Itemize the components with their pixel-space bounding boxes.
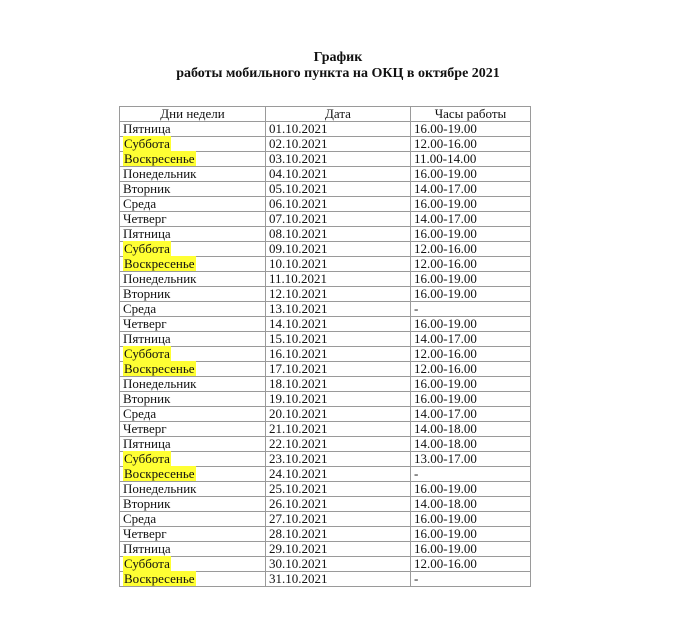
weekend-day-label: Суббота [124, 346, 170, 361]
weekend-day-label: Воскресенье [124, 256, 195, 271]
cell-day [120, 182, 266, 197]
cell-date: 20.10.2021 [266, 407, 411, 422]
cell-date: 31.10.2021 [266, 572, 411, 587]
cell-date: 27.10.2021 [266, 512, 411, 527]
cell-hours: 14.00-18.00 [411, 437, 531, 452]
cell-hours: 12.00-16.00 [411, 137, 531, 152]
cell-day [120, 152, 266, 167]
cell-day [120, 392, 266, 407]
day-label: Понедельник [123, 481, 197, 496]
cell-date: 28.10.2021 [266, 527, 411, 542]
table-header-row [120, 107, 531, 122]
weekend-day-label: Воскресенье [124, 151, 195, 166]
table-row [120, 197, 531, 212]
table-row [120, 437, 531, 452]
cell-day [120, 272, 266, 287]
day-label: Четверг [123, 421, 167, 436]
table-row [120, 482, 531, 497]
weekend-day-label: Воскресенье [124, 466, 195, 481]
cell-date: 21.10.2021 [266, 422, 411, 437]
cell-date: 22.10.2021 [266, 437, 411, 452]
cell-day [120, 362, 266, 377]
cell-day [120, 317, 266, 332]
cell-hours: 16.00-19.00 [411, 167, 531, 182]
table-row [120, 467, 531, 482]
header-day: Дни недели [120, 107, 266, 122]
weekend-day-label: Суббота [124, 241, 170, 256]
table-row [120, 422, 531, 437]
cell-date: 29.10.2021 [266, 542, 411, 557]
cell-day [120, 467, 266, 482]
table-row [120, 377, 531, 392]
day-label: Пятница [123, 121, 171, 136]
cell-date: 09.10.2021 [266, 242, 411, 257]
table-row [120, 302, 531, 317]
day-label: Вторник [123, 496, 171, 511]
table-row [120, 392, 531, 407]
cell-date: 23.10.2021 [266, 452, 411, 467]
cell-hours: 14.00-18.00 [411, 497, 531, 512]
cell-hours: 16.00-19.00 [411, 392, 531, 407]
cell-hours: 16.00-19.00 [411, 512, 531, 527]
cell-day [120, 287, 266, 302]
cell-day [120, 422, 266, 437]
cell-hours: - [411, 572, 531, 587]
cell-date: 10.10.2021 [266, 257, 411, 272]
cell-hours: 16.00-19.00 [411, 317, 531, 332]
cell-day [120, 242, 266, 257]
cell-date: 06.10.2021 [266, 197, 411, 212]
cell-hours: 16.00-19.00 [411, 482, 531, 497]
cell-date: 11.10.2021 [266, 272, 411, 287]
cell-hours: - [411, 302, 531, 317]
day-label: Среда [123, 301, 157, 316]
cell-date: 08.10.2021 [266, 227, 411, 242]
cell-date: 16.10.2021 [266, 347, 411, 362]
weekend-day-label: Воскресенье [124, 571, 195, 586]
day-label: Вторник [123, 391, 171, 406]
table-row [120, 542, 531, 557]
cell-date: 07.10.2021 [266, 212, 411, 227]
cell-hours: 14.00-17.00 [411, 332, 531, 347]
day-label: Пятница [123, 226, 171, 241]
table-row [120, 152, 531, 167]
cell-hours: 16.00-19.00 [411, 197, 531, 212]
day-label: Пятница [123, 541, 171, 556]
cell-hours: - [411, 467, 531, 482]
cell-date: 17.10.2021 [266, 362, 411, 377]
cell-hours: 12.00-16.00 [411, 242, 531, 257]
table-row [120, 167, 531, 182]
table-row [120, 242, 531, 257]
table-row [120, 347, 531, 362]
cell-day [120, 227, 266, 242]
weekend-day-label: Воскресенье [124, 361, 195, 376]
cell-date: 05.10.2021 [266, 182, 411, 197]
cell-hours: 12.00-16.00 [411, 347, 531, 362]
day-label: Четверг [123, 211, 167, 226]
cell-day [120, 437, 266, 452]
day-label: Вторник [123, 181, 171, 196]
cell-hours: 16.00-19.00 [411, 542, 531, 557]
cell-hours: 12.00-16.00 [411, 362, 531, 377]
table-row [120, 512, 531, 527]
cell-date: 18.10.2021 [266, 377, 411, 392]
cell-hours: 16.00-19.00 [411, 272, 531, 287]
cell-date: 25.10.2021 [266, 482, 411, 497]
cell-day [120, 527, 266, 542]
cell-day [120, 452, 266, 467]
cell-hours: 14.00-18.00 [411, 422, 531, 437]
cell-hours: 13.00-17.00 [411, 452, 531, 467]
cell-day [120, 137, 266, 152]
table-row [120, 527, 531, 542]
table-row [120, 137, 531, 152]
table-row [120, 407, 531, 422]
document-title: График [313, 50, 363, 65]
cell-day [120, 557, 266, 572]
cell-date: 30.10.2021 [266, 557, 411, 572]
schedule-table [119, 106, 531, 587]
cell-hours: 16.00-19.00 [411, 227, 531, 242]
cell-day [120, 167, 266, 182]
table-row [120, 362, 531, 377]
cell-day [120, 332, 266, 347]
table-row [120, 227, 531, 242]
cell-date: 19.10.2021 [266, 392, 411, 407]
day-label: Понедельник [123, 166, 197, 181]
cell-day [120, 497, 266, 512]
day-label: Четверг [123, 316, 167, 331]
day-label: Среда [123, 196, 157, 211]
day-label: Пятница [123, 331, 171, 346]
table-row [120, 572, 531, 587]
cell-date: 04.10.2021 [266, 167, 411, 182]
cell-day [120, 482, 266, 497]
cell-hours: 11.00-14.00 [411, 152, 531, 167]
cell-day [120, 572, 266, 587]
table-row [120, 332, 531, 347]
weekend-day-label: Суббота [124, 556, 170, 571]
cell-hours: 12.00-16.00 [411, 557, 531, 572]
cell-date: 13.10.2021 [266, 302, 411, 317]
cell-day [120, 212, 266, 227]
table-body [120, 122, 531, 587]
table-row [120, 272, 531, 287]
cell-hours: 16.00-19.00 [411, 527, 531, 542]
cell-date: 24.10.2021 [266, 467, 411, 482]
day-label: Вторник [123, 286, 171, 301]
table-row [120, 182, 531, 197]
cell-hours: 14.00-17.00 [411, 212, 531, 227]
cell-hours: 14.00-17.00 [411, 182, 531, 197]
table-row [120, 452, 531, 467]
cell-hours: 16.00-19.00 [411, 377, 531, 392]
day-label: Понедельник [123, 271, 197, 286]
cell-hours: 16.00-19.00 [411, 287, 531, 302]
day-label: Пятница [123, 436, 171, 451]
table-row [120, 287, 531, 302]
cell-date: 12.10.2021 [266, 287, 411, 302]
table-row [120, 497, 531, 512]
table-row [120, 317, 531, 332]
cell-hours: 16.00-19.00 [411, 122, 531, 137]
table-row [120, 557, 531, 572]
day-label: Среда [123, 406, 157, 421]
cell-day [120, 347, 266, 362]
cell-day [120, 512, 266, 527]
cell-hours: 14.00-17.00 [411, 407, 531, 422]
document-subtitle: работы мобильного пункта на ОКЦ в октябре 2021 [176, 66, 500, 81]
cell-day [120, 542, 266, 557]
day-label: Четверг [123, 526, 167, 541]
day-label: Понедельник [123, 376, 197, 391]
header-hours: Часы работы [411, 107, 531, 122]
cell-day [120, 197, 266, 212]
weekend-day-label: Суббота [124, 451, 170, 466]
table-row [120, 257, 531, 272]
cell-date: 03.10.2021 [266, 152, 411, 167]
cell-day [120, 302, 266, 317]
table-row [120, 122, 531, 137]
day-label: Среда [123, 511, 157, 526]
cell-date: 02.10.2021 [266, 137, 411, 152]
header-date: Дата [266, 107, 411, 122]
cell-date: 01.10.2021 [266, 122, 411, 137]
cell-date: 14.10.2021 [266, 317, 411, 332]
cell-date: 26.10.2021 [266, 497, 411, 512]
cell-day [120, 257, 266, 272]
cell-day [120, 377, 266, 392]
weekend-day-label: Суббота [124, 136, 170, 151]
cell-date: 15.10.2021 [266, 332, 411, 347]
cell-hours: 12.00-16.00 [411, 257, 531, 272]
cell-day [120, 407, 266, 422]
table-row [120, 212, 531, 227]
cell-day [120, 122, 266, 137]
